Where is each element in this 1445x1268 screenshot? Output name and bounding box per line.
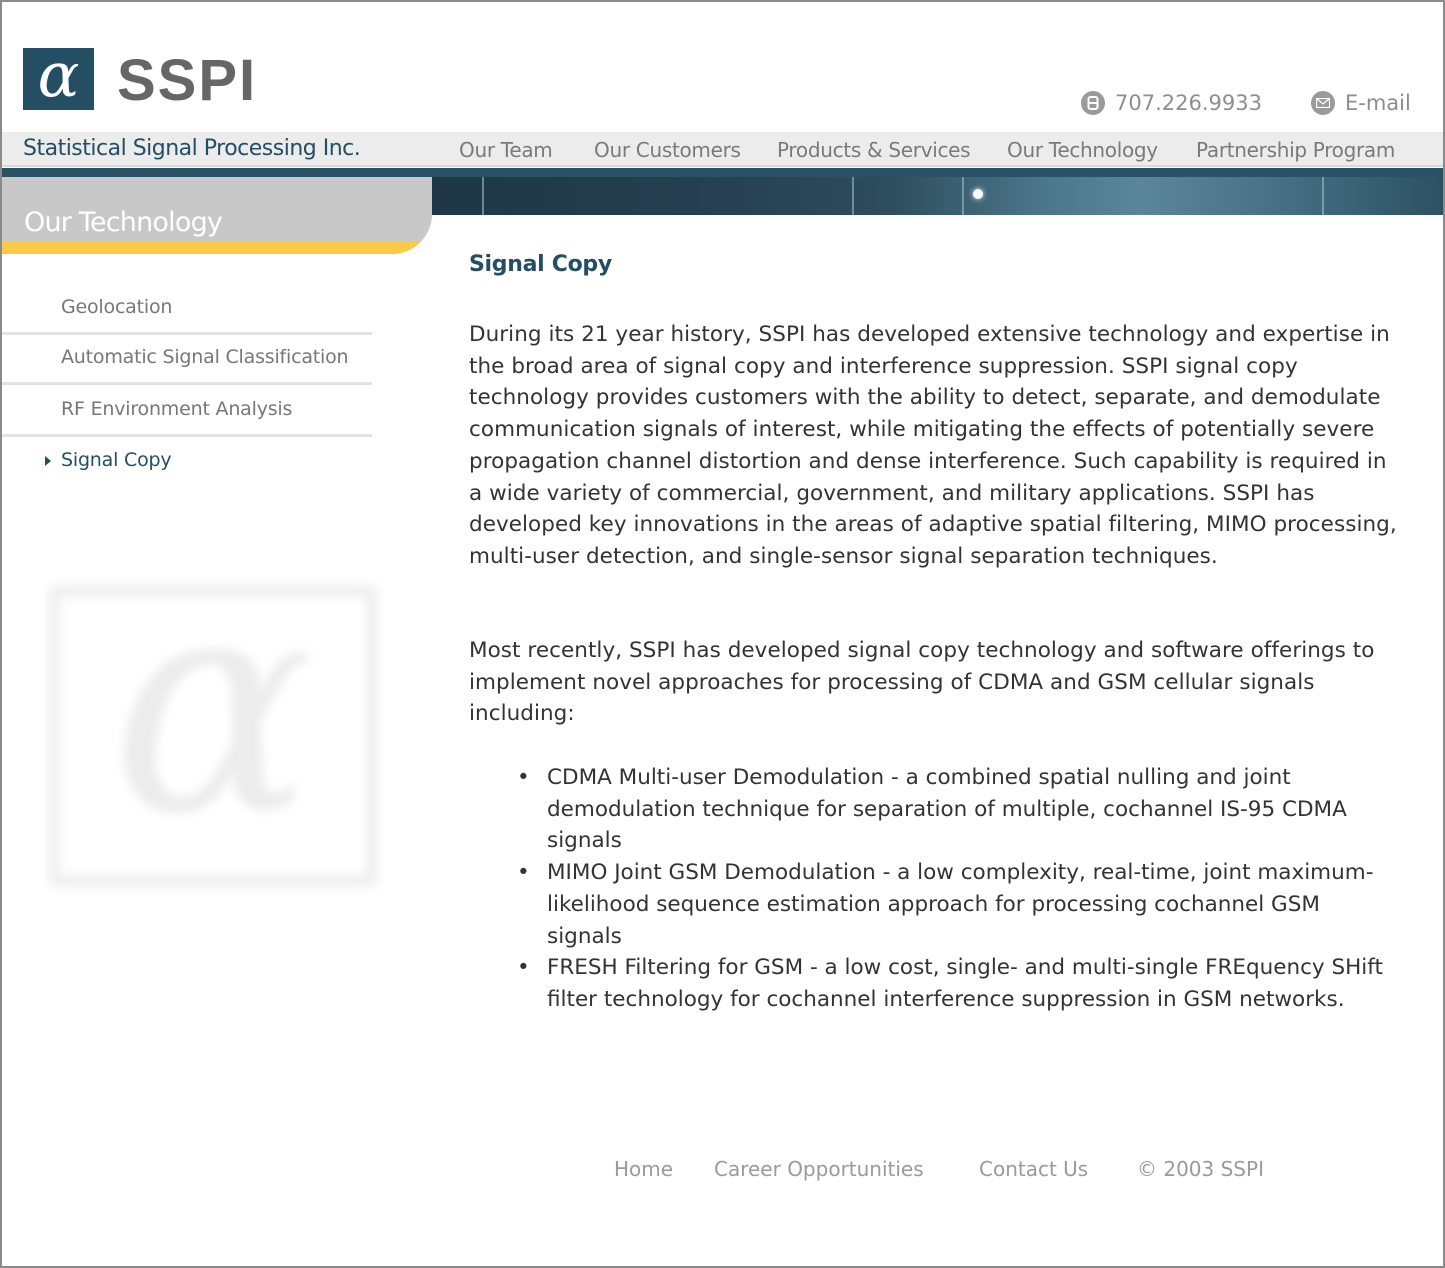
sidebar-item-rf-environment-analysis[interactable] (2, 385, 372, 437)
sidebar-item-label: Signal Copy (61, 449, 172, 471)
nav-our-customers[interactable]: Our Customers (594, 138, 741, 162)
intro-paragraph: During its 21 year history, SSPI has developed extensive technology and expertise in the broad area of signal copy and interference suppression. SSPI signal copy technology provides customers with the ability to detect, separate, and demodulate communication signals of interest, while mitigating the effects of potentially severe propagation channel distortion and dense interference. Such capability is required in a wide variety of commercial, government, and military applications. SSPI has developed key innovations in the areas of adaptive spatial filtering, MIMO processing, multi-user detection, and single-sensor signal separation techniques. (469, 322, 1397, 569)
banner-line (1322, 177, 1324, 215)
alpha-icon: α (37, 38, 80, 111)
list-item: • CDMA Multi-user Demodulation - a combined spatial nulling and joint demodulation technique for separation of multiple, cochannel IS-95 CDMA signals (547, 762, 1397, 857)
banner-image (432, 177, 1443, 215)
copyright: © 2003 SSPI (1137, 1157, 1264, 1181)
alpha-watermark-icon: α (48, 585, 378, 887)
list-item: • MIMO Joint GSM Demodulation - a low complexity, real-time, joint maximum-likelihood sequence estimation approach for processing cochannel GSM signals (547, 857, 1397, 952)
section-tab (2, 177, 432, 254)
phone-icon (1081, 91, 1105, 115)
sidebar-item-label: Geolocation (61, 296, 173, 318)
company-name: Statistical Signal Processing Inc. (23, 136, 361, 161)
sidebar-item-signal-copy[interactable] (2, 436, 372, 488)
banner-light (973, 189, 983, 199)
sidebar-item-automatic-signal-classification[interactable] (2, 333, 372, 385)
nav-products-services[interactable]: Products & Services (777, 138, 971, 162)
envelope-icon (1311, 91, 1335, 115)
sidebar-item-label: RF Environment Analysis (61, 398, 293, 420)
sidebar-item-geolocation[interactable] (2, 283, 372, 335)
technology-list (547, 762, 1397, 1016)
nav-our-team[interactable]: Our Team (459, 138, 553, 162)
email-label: E-mail (1345, 91, 1411, 115)
recent-paragraph: Most recently, SSPI has developed signal copy technology and software offerings to implement novel approaches for processing of CDMA and GSM cellular signals including: (469, 638, 1375, 727)
phone-number: 707.226.9933 (1115, 91, 1262, 115)
banner-stripe (2, 168, 1443, 177)
footer-contact-link[interactable]: Contact Us (979, 1157, 1089, 1181)
nav-partnership-program[interactable]: Partnership Program (1196, 138, 1396, 162)
section-title: Our Technology (24, 207, 223, 238)
logo-text[interactable]: SSPI (117, 48, 258, 113)
sidebar-item-label: Automatic Signal Classification (61, 346, 349, 368)
banner-line (962, 177, 964, 215)
logo-mark[interactable] (23, 38, 94, 111)
banner-line (852, 177, 854, 215)
footer-home-link[interactable]: Home (614, 1157, 674, 1181)
content-title: Signal Copy (469, 252, 612, 277)
footer-careers-link[interactable]: Career Opportunities (714, 1157, 924, 1181)
email-link[interactable] (1311, 91, 1411, 115)
nav-our-technology[interactable]: Our Technology (1007, 138, 1158, 162)
caret-right-icon (45, 456, 51, 466)
banner-line (482, 177, 484, 215)
section-tab-accent (2, 242, 432, 254)
list-item: • FRESH Filtering for GSM - a low cost, single- and multi-single FREquency SHift filter technology for cochannel interference suppression in GSM networks. (547, 952, 1397, 1015)
phone-contact (1081, 91, 1262, 115)
